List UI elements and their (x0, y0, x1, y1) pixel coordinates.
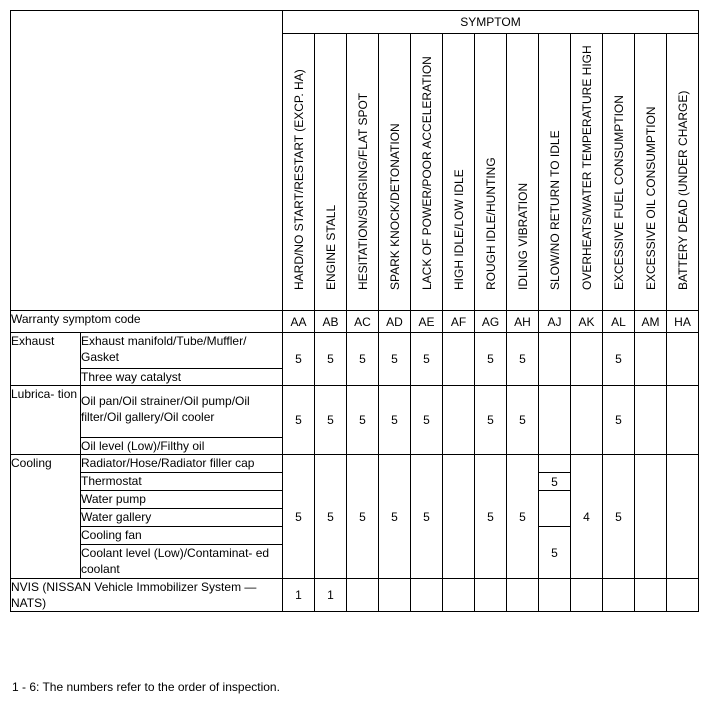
warranty-code: AD (379, 311, 411, 333)
value-cell-ad: 5 (379, 455, 411, 579)
warranty-code: HA (667, 311, 699, 333)
symptom-label: HARD/NO START/RESTART (EXCP. HA) (291, 69, 306, 290)
value-cell-ag (475, 579, 507, 612)
warranty-code: AB (315, 311, 347, 333)
symptom-header-am (635, 34, 667, 311)
value-cell-ha (667, 579, 699, 612)
warranty-code: AM (635, 311, 667, 333)
value-cell-ab: 5 (315, 333, 347, 386)
value-cell-ha (667, 386, 699, 455)
symptom-header-ad (379, 34, 411, 311)
value-cell-ae (411, 579, 443, 612)
warranty-code: AH (507, 311, 539, 333)
symptom-header-ae (411, 34, 443, 311)
value-cell-ab: 5 (315, 386, 347, 455)
value-cell-ab: 5 (315, 455, 347, 579)
symptom-title: SYMPTOM (283, 11, 699, 34)
part-label: Radiator/Hose/Radiator filler cap (81, 455, 283, 473)
warranty-code: AJ (539, 311, 571, 333)
warranty-code: AE (411, 311, 443, 333)
value-cell-ad: 5 (379, 333, 411, 386)
value-cell-ab: 1 (315, 579, 347, 612)
header-corner (11, 11, 283, 311)
warranty-code: AF (443, 311, 475, 333)
value-cell-ae: 5 (411, 333, 443, 386)
value-cell-aj-coolant: 5 (539, 527, 571, 579)
part-label: Three way catalyst (81, 369, 283, 386)
warranty-code: AA (283, 311, 315, 333)
value-cell-aj (539, 455, 571, 473)
value-cell-aa: 5 (283, 333, 315, 386)
symptom-label: EXCESSIVE OIL CONSUMPTION (643, 106, 658, 290)
value-cell-ag: 5 (475, 333, 507, 386)
symptom-header-aj (539, 34, 571, 311)
symptom-label: HESITATION/SURGING/FLAT SPOT (355, 92, 370, 290)
symptom-header-ha (667, 34, 699, 311)
value-cell-ak (571, 386, 603, 455)
value-cell-aj (539, 579, 571, 612)
value-cell-ha (667, 333, 699, 386)
symptom-label: BATTERY DEAD (UNDER CHARGE) (675, 90, 690, 290)
value-cell-aa: 5 (283, 386, 315, 455)
symptom-header-aa (283, 34, 315, 311)
symptom-matrix-table (10, 10, 699, 612)
value-cell-af (443, 455, 475, 579)
symptom-header-ak (571, 34, 603, 311)
value-cell-aa: 5 (283, 455, 315, 579)
value-cell-al: 5 (603, 333, 635, 386)
value-cell-ac: 5 (347, 386, 379, 455)
symptom-header-ah (507, 34, 539, 311)
part-label: Oil pan/Oil strainer/Oil pump/Oil filter/Oil gallery/Oil cooler (81, 386, 283, 438)
symptom-header-al (603, 34, 635, 311)
value-cell-ae: 5 (411, 455, 443, 579)
value-cell-ac: 5 (347, 333, 379, 386)
value-cell-ak (571, 333, 603, 386)
symptom-label: SPARK KNOCK/DETONATION (387, 123, 402, 290)
value-cell-ak (571, 579, 603, 612)
category-exhaust: Exhaust (11, 333, 81, 386)
value-cell-am (635, 386, 667, 455)
value-cell-aj (539, 386, 571, 455)
value-cell-am (635, 455, 667, 579)
symptom-label: IDLING VIBRATION (515, 182, 530, 290)
symptom-label: EXCESSIVE FUEL CONSUMPTION (611, 95, 626, 290)
value-cell-aj-thermostat: 5 (539, 473, 571, 491)
part-label: Thermostat (81, 473, 283, 491)
value-cell-ah (507, 579, 539, 612)
symptom-header-ag (475, 34, 507, 311)
footnote: 1 - 6: The numbers refer to the order of inspection. (12, 680, 280, 694)
category-lubrication: Lubrica- tion (11, 386, 81, 455)
value-cell-ag: 5 (475, 455, 507, 579)
symptom-label: SLOW/NO RETURN TO IDLE (547, 130, 562, 290)
value-cell-ak: 4 (571, 455, 603, 579)
category-cooling: Cooling (11, 455, 81, 579)
symptom-label: OVERHEATS/WATER TEMPERATURE HIGH (579, 45, 594, 290)
symptom-header-ac (347, 34, 379, 311)
warranty-code: AL (603, 311, 635, 333)
symptom-header-af (443, 34, 475, 311)
value-cell-ha (667, 455, 699, 579)
value-cell-al: 5 (603, 455, 635, 579)
value-cell-ad: 5 (379, 386, 411, 455)
value-cell-am (635, 333, 667, 386)
nvis-label: NVIS (NISSAN Vehicle Immobilizer System — NATS) (11, 579, 283, 612)
value-cell-ah: 5 (507, 333, 539, 386)
part-label: Water pump (81, 491, 283, 509)
warranty-code: AC (347, 311, 379, 333)
warranty-code: AK (571, 311, 603, 333)
value-cell-ac: 5 (347, 455, 379, 579)
value-cell-aj (539, 491, 571, 527)
warranty-code-label: Warranty symptom code (11, 311, 283, 333)
symptom-label: LACK OF POWER/POOR ACCELERATION (419, 56, 434, 290)
value-cell-af (443, 386, 475, 455)
value-cell-aj (539, 333, 571, 386)
value-cell-ag: 5 (475, 386, 507, 455)
part-label: Oil level (Low)/Filthy oil (81, 438, 283, 455)
value-cell-ac (347, 579, 379, 612)
value-cell-af (443, 333, 475, 386)
symptom-label: HIGH IDLE/LOW IDLE (451, 169, 466, 290)
value-cell-ae: 5 (411, 386, 443, 455)
value-cell-al: 5 (603, 386, 635, 455)
value-cell-af (443, 579, 475, 612)
value-cell-am (635, 579, 667, 612)
warranty-code: AG (475, 311, 507, 333)
value-cell-ad (379, 579, 411, 612)
part-label: Coolant level (Low)/Contaminat- ed coolant (81, 545, 283, 579)
value-cell-al (603, 579, 635, 612)
value-cell-aa: 1 (283, 579, 315, 612)
part-label: Exhaust manifold/Tube/Muffler/ Gasket (81, 333, 283, 369)
part-label: Water gallery (81, 509, 283, 527)
symptom-label: ENGINE STALL (323, 204, 338, 290)
symptom-label: ROUGH IDLE/HUNTING (483, 157, 498, 290)
value-cell-ah: 5 (507, 455, 539, 579)
value-cell-ah: 5 (507, 386, 539, 455)
part-label: Cooling fan (81, 527, 283, 545)
symptom-header-ab (315, 34, 347, 311)
